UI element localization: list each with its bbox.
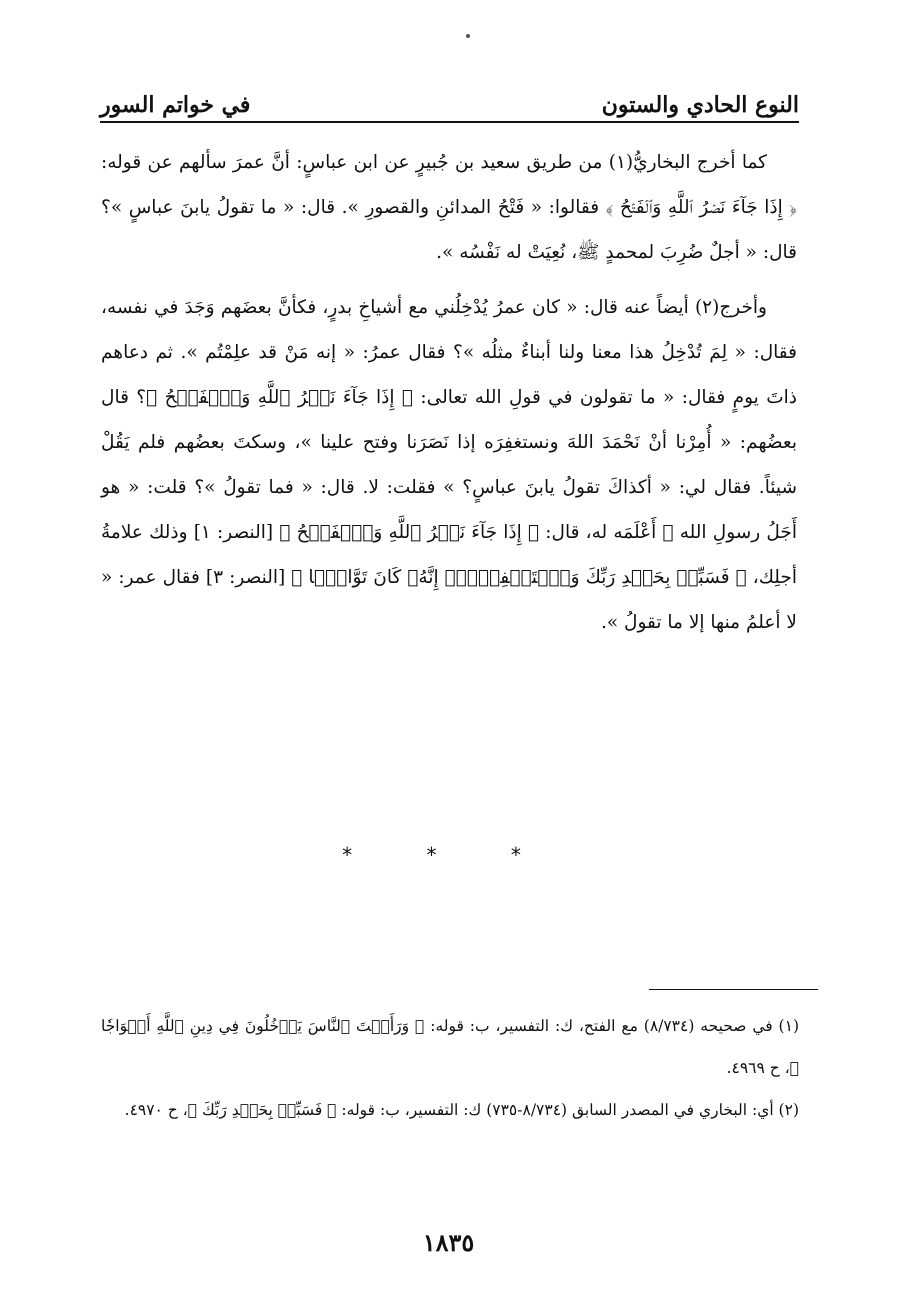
header-rule: [100, 121, 799, 123]
footnote-1: (١) في صحيحه (٨/٧٣٤) مع الفتح، ك: التفسير، ب: قوله: ﴿ وَرَأَيۡتَ ٱلنَّاسَ يَدۡخُلُونَ فِي دِينِ ٱللَّهِ أَفۡوَاجٗا ﴾، ح ٤٩٦٩.: [101, 1017, 799, 1077]
print-mark: [466, 34, 470, 38]
chapter-title: النوع الحادي والستون: [601, 92, 799, 118]
paragraph-2: وأخرج(٢) أيضاً عنه قال: « كان عمرُ يُدْخِلُني مع أشياخِ بدرٍ، فكأنَّ بعضَهم وَجَدَ في نفسه، فقال: « لِمَ تُدْخِلُ هذا معنا ولنا أبناءٌ مثلُه »؟ فقال عمرُ: « إنه مَنْ قد علِمْتُم ». ثم دعاهم ذاتَ يومٍ فقال: « ما تقولون في قولِ الله تعالى: ﴿ إِذَا جَآءَ نَصۡرُ ٱللَّهِ وَٱلۡفَتۡحُ ﴾؟ قال بعضُهم: « أُمِرْنا أنْ نَحْمَدَ اللهَ ونستغفِرَه إذا نَصَرَنا وفتح علينا »، وسكتَ بعضُهم فلم يَقُلْ شيئاً. فقال لي: « أكذاكَ تقولُ يابنَ عباسٍ؟ » فقلت: لا. قال: « فما تقولُ »؟ قلت: « هو أَجَلُ رسولِ الله ﷺ أَعْلَمَه له، قال: ﴿ إِذَا جَآءَ نَصۡرُ ٱللَّهِ وَٱلۡفَتۡحُ ﴾ [النصر: ١] وذلك علامةُ أجلِك، ﴿ فَسَبِّحۡ بِحَمۡدِ رَبِّكَ وَٱسۡتَغۡفِرۡهُۚ إِنَّهُۥ كَانَ تَوَّابَۢا ﴾ [النصر: ٣] فقال عمر: « لا أعلمُ منها إلا ما تقولُ ».: [101, 297, 798, 633]
footnotes: [101, 1005, 799, 1131]
paragraph-1: كما أخرج البخاريُّ(١) من طريق سعيد بن جُبيرٍ عن ابن عباسٍ: أنَّ عمرَ سألهم عن قوله: ﴿ إِذَا جَآءَ نَصۡرُ ٱللَّهِ وَٱلۡفَتۡحُ ﴾ فقالوا: « فَتْحُ المدائنِ والقصورِ ». قال: « ما تقولُ يابنَ عباسٍ »؟ قال: « أجلٌ ضُرِبَ لمحمدٍ ﷺ، نُعِيَتْ له نَفْسُه ».: [101, 152, 797, 263]
section-title: في خواتم السور: [100, 92, 251, 118]
main-text: [101, 140, 797, 645]
section-separator: * * *: [342, 843, 555, 867]
page-number: ١٨٣٥: [422, 1228, 475, 1257]
footnote-rule: [649, 989, 818, 990]
footnote-2: (٢) أي: البخاري في المصدر السابق (٨/٧٣٤-٧٣٥) ك: التفسير، ب: قوله: ﴿ فَسَبِّحۡ بِحَمۡدِ رَبِّكَ ﴾، ح ٤٩٧٠.: [124, 1101, 799, 1119]
running-header: [100, 72, 799, 118]
